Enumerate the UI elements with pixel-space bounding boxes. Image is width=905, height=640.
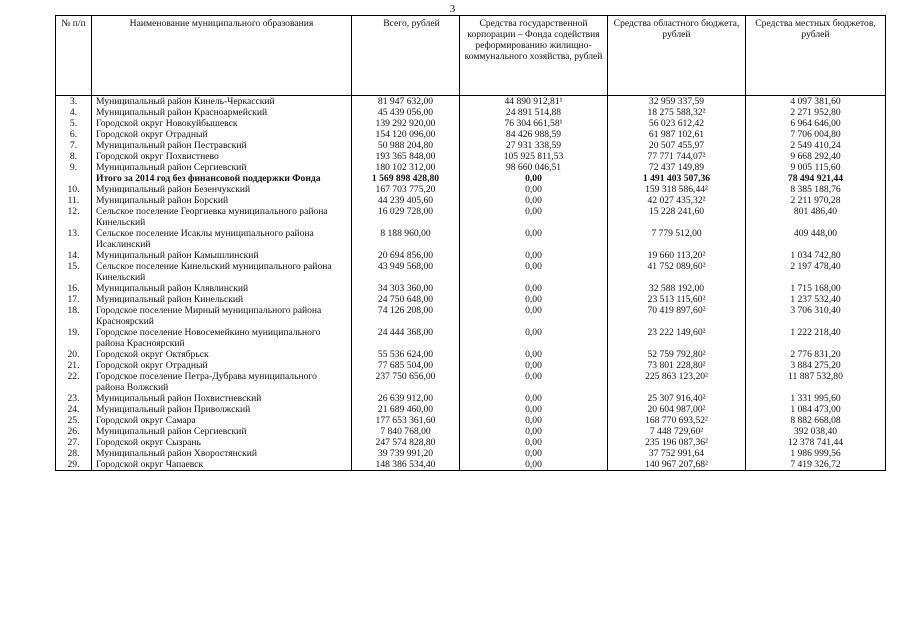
table-row	[56, 206, 886, 228]
table-row	[56, 129, 886, 140]
cell-name: Городское поселение Мирный муниципального района Красноярский	[92, 305, 352, 327]
cell-local: 7 706 004,80	[746, 129, 886, 140]
cell-local: 1 222 218,40	[746, 327, 886, 349]
cell-name: Муниципальный район Камышлинский	[92, 250, 352, 261]
table-row	[56, 228, 886, 250]
cell-name: Городской округ Отрадный	[92, 360, 352, 371]
cell-no: 5.	[56, 118, 92, 129]
cell-total: 1 569 898 428,80	[352, 173, 460, 184]
cell-no: 29.	[56, 459, 92, 471]
table-row	[56, 118, 886, 129]
cell-name: Муниципальный район Сергиевский	[92, 426, 352, 437]
cell-regional: 20 507 455,97	[608, 140, 746, 151]
cell-fund: 0,00	[460, 261, 608, 283]
table-row	[56, 305, 886, 327]
table-row	[56, 327, 886, 349]
cell-total: 77 685 504,00	[352, 360, 460, 371]
cell-name: Сельское поселение Георгиевка муниципального района Кинельский	[92, 206, 352, 228]
cell-no: 19.	[56, 327, 92, 349]
cell-name: Муниципальный район Безенчукский	[92, 184, 352, 195]
cell-fund: 76 304 661,58¹	[460, 118, 608, 129]
cell-local: 1 331 995,60	[746, 393, 886, 404]
cell-no: 7.	[56, 140, 92, 151]
cell-regional: 159 318 586,44²	[608, 184, 746, 195]
cell-fund: 0,00	[460, 360, 608, 371]
table-row	[56, 415, 886, 426]
cell-local: 3 706 310,40	[746, 305, 886, 327]
header-name: Наименование муниципального образования	[92, 16, 352, 96]
cell-fund: 0,00	[460, 349, 608, 360]
cell-local: 801 486,40	[746, 206, 886, 228]
cell-no: 9.	[56, 162, 92, 173]
cell-regional: 19 660 113,20²	[608, 250, 746, 261]
cell-regional: 7 448 729,60²	[608, 426, 746, 437]
cell-local: 9 005 115,60	[746, 162, 886, 173]
cell-local: 2 271 952,80	[746, 107, 886, 118]
cell-local: 11 887 532,80	[746, 371, 886, 393]
cell-fund: 0,00	[460, 305, 608, 327]
cell-no: 22.	[56, 371, 92, 393]
cell-name: Муниципальный район Похвистневский	[92, 393, 352, 404]
cell-fund: 0,00	[460, 327, 608, 349]
cell-fund: 0,00	[460, 173, 608, 184]
table-header-row	[56, 16, 886, 96]
cell-no	[56, 173, 92, 184]
cell-fund: 0,00	[460, 228, 608, 250]
cell-regional: 7 779 512,00	[608, 228, 746, 250]
cell-regional: 168 770 693,52²	[608, 415, 746, 426]
cell-no: 21.	[56, 360, 92, 371]
cell-fund: 0,00	[460, 184, 608, 195]
cell-regional: 72 437 149,89	[608, 162, 746, 173]
table-row	[56, 283, 886, 294]
cell-no: 8.	[56, 151, 92, 162]
cell-total: 8 188 960,00	[352, 228, 460, 250]
cell-name: Итого за 2014 год без финансовой поддержки Фонда	[92, 173, 352, 184]
cell-fund: 0,00	[460, 459, 608, 471]
cell-no: 15.	[56, 261, 92, 283]
cell-no: 16.	[56, 283, 92, 294]
page-number: 3	[449, 3, 456, 15]
cell-total: 50 988 204,80	[352, 140, 460, 151]
cell-no: 3.	[56, 96, 92, 108]
cell-fund: 0,00	[460, 448, 608, 459]
cell-fund: 0,00	[460, 404, 608, 415]
cell-regional: 42 027 435,32²	[608, 195, 746, 206]
total-row	[56, 173, 886, 184]
table-row	[56, 261, 886, 283]
cell-total: 45 439 056,00	[352, 107, 460, 118]
cell-name: Городской округ Октябрьск	[92, 349, 352, 360]
table-row	[56, 250, 886, 261]
cell-total: 139 292 920,00	[352, 118, 460, 129]
cell-total: 43 949 568,00	[352, 261, 460, 283]
table-row	[56, 140, 886, 151]
table-row	[56, 349, 886, 360]
cell-name: Муниципальный район Сергиевский	[92, 162, 352, 173]
cell-no: 27.	[56, 437, 92, 448]
cell-local: 8 385 188,76	[746, 184, 886, 195]
cell-no: 26.	[56, 426, 92, 437]
cell-fund: 0,00	[460, 294, 608, 305]
cell-total: 148 386 534,40	[352, 459, 460, 471]
cell-regional: 235 196 087,36²	[608, 437, 746, 448]
cell-fund: 105 925 811,53	[460, 151, 608, 162]
table-row	[56, 437, 886, 448]
table-row	[56, 404, 886, 415]
cell-name: Сельское поселение Кинельский муниципального района Кинельский	[92, 261, 352, 283]
cell-total: 16 029 728,00	[352, 206, 460, 228]
cell-local: 2 211 970,28	[746, 195, 886, 206]
cell-name: Муниципальный район Пестравский	[92, 140, 352, 151]
cell-name: Городской округ Отрадный	[92, 129, 352, 140]
cell-local: 78 494 921,44	[746, 173, 886, 184]
table-row	[56, 184, 886, 195]
table-row	[56, 162, 886, 173]
table-row	[56, 459, 886, 471]
cell-total: 177 653 361,60	[352, 415, 460, 426]
cell-regional: 23 513 115,60²	[608, 294, 746, 305]
cell-regional: 25 307 916,40²	[608, 393, 746, 404]
cell-local: 2 197 478,40	[746, 261, 886, 283]
cell-no: 6.	[56, 129, 92, 140]
cell-fund: 27 931 338,59	[460, 140, 608, 151]
cell-regional: 41 752 089,60²	[608, 261, 746, 283]
cell-local: 1 986 999,56	[746, 448, 886, 459]
header-no: № п/п	[56, 16, 92, 96]
cell-local: 3 884 275,20	[746, 360, 886, 371]
table-row	[56, 294, 886, 305]
cell-name: Городской округ Самара	[92, 415, 352, 426]
cell-regional: 23 222 149,60²	[608, 327, 746, 349]
cell-fund: 0,00	[460, 426, 608, 437]
cell-regional: 15 228 241,60	[608, 206, 746, 228]
cell-name: Городское поселение Новосемейкино муниципального района Красноярский	[92, 327, 352, 349]
cell-regional: 32 588 192,00	[608, 283, 746, 294]
cell-local: 2 776 831,20	[746, 349, 886, 360]
cell-regional: 56 023 612,42	[608, 118, 746, 129]
cell-local: 1 034 742,80	[746, 250, 886, 261]
table-row	[56, 151, 886, 162]
cell-total: 180 102 312,00	[352, 162, 460, 173]
cell-name: Городской округ Похвистнево	[92, 151, 352, 162]
cell-regional: 1 491 403 507,36	[608, 173, 746, 184]
cell-regional: 77 771 744,07²	[608, 151, 746, 162]
cell-local: 8 882 668,08	[746, 415, 886, 426]
cell-name: Городской округ Новокуйбышевск	[92, 118, 352, 129]
cell-name: Муниципальный район Кинель-Черкасский	[92, 96, 352, 108]
cell-fund: 0,00	[460, 283, 608, 294]
cell-total: 247 574 828,80	[352, 437, 460, 448]
cell-regional: 32 959 337,59	[608, 96, 746, 108]
cell-local: 2 549 410,24	[746, 140, 886, 151]
cell-regional: 20 604 987,00²	[608, 404, 746, 415]
cell-name: Муниципальный район Клявлинский	[92, 283, 352, 294]
header-fund: Средства государственной корпорации – Фонда содействия реформированию жилищно-коммунального хозяйства, рублей	[460, 16, 608, 96]
cell-no: 20.	[56, 349, 92, 360]
cell-no: 10.	[56, 184, 92, 195]
cell-name: Муниципальный район Борский	[92, 195, 352, 206]
cell-fund: 24 891 514,88	[460, 107, 608, 118]
cell-local: 1 084 473,00	[746, 404, 886, 415]
cell-fund: 0,00	[460, 393, 608, 404]
cell-total: 39 739 991,20	[352, 448, 460, 459]
cell-total: 20 694 856,00	[352, 250, 460, 261]
cell-name: Городское поселение Петра-Дубрава муниципального района Волжский	[92, 371, 352, 393]
cell-total: 193 365 848,00	[352, 151, 460, 162]
cell-regional: 18 275 588,32²	[608, 107, 746, 118]
header-regional: Средства областного бюджета, рублей	[608, 16, 746, 96]
cell-local: 409 448,00	[746, 228, 886, 250]
cell-total: 167 703 775,20	[352, 184, 460, 195]
cell-total: 26 639 912,00	[352, 393, 460, 404]
cell-local: 9 668 292,40	[746, 151, 886, 162]
cell-total: 24 750 648,00	[352, 294, 460, 305]
table-row	[56, 195, 886, 206]
cell-no: 18.	[56, 305, 92, 327]
cell-regional: 61 987 102,61	[608, 129, 746, 140]
cell-fund: 98 660 046,51	[460, 162, 608, 173]
table-row	[56, 96, 886, 108]
cell-name: Муниципальный район Кинельский	[92, 294, 352, 305]
cell-total: 44 239 405,60	[352, 195, 460, 206]
cell-regional: 140 967 207,68²	[608, 459, 746, 471]
cell-fund: 0,00	[460, 437, 608, 448]
cell-fund: 0,00	[460, 415, 608, 426]
cell-no: 13.	[56, 228, 92, 250]
cell-no: 12.	[56, 206, 92, 228]
cell-no: 25.	[56, 415, 92, 426]
cell-fund: 44 890 912,81¹	[460, 96, 608, 108]
table-row	[56, 371, 886, 393]
cell-total: 237 750 656,00	[352, 371, 460, 393]
cell-local: 4 097 381,60	[746, 96, 886, 108]
table-row	[56, 360, 886, 371]
table-row	[56, 448, 886, 459]
cell-no: 11.	[56, 195, 92, 206]
cell-name: Муниципальный район Красноармейский	[92, 107, 352, 118]
cell-regional: 70 419 897,60²	[608, 305, 746, 327]
cell-regional: 52 759 792,80²	[608, 349, 746, 360]
cell-total: 74 126 208,00	[352, 305, 460, 327]
cell-local: 12 378 741,44	[746, 437, 886, 448]
cell-fund: 0,00	[460, 250, 608, 261]
cell-total: 81 947 632,00	[352, 96, 460, 108]
cell-local: 1 715 168,00	[746, 283, 886, 294]
table-row	[56, 393, 886, 404]
cell-fund: 84 426 988,59	[460, 129, 608, 140]
cell-fund: 0,00	[460, 206, 608, 228]
cell-total: 154 120 096,00	[352, 129, 460, 140]
cell-fund: 0,00	[460, 371, 608, 393]
header-total: Всего, рублей	[352, 16, 460, 96]
cell-no: 4.	[56, 107, 92, 118]
cell-no: 28.	[56, 448, 92, 459]
cell-name: Сельское поселение Исаклы муниципального района Исаклинский	[92, 228, 352, 250]
cell-local: 392 038,40	[746, 426, 886, 437]
cell-total: 34 303 360,00	[352, 283, 460, 294]
cell-name: Городской округ Чапаевск	[92, 459, 352, 471]
cell-total: 21 689 460,00	[352, 404, 460, 415]
cell-local: 1 237 532,40	[746, 294, 886, 305]
cell-total: 55 536 624,00	[352, 349, 460, 360]
header-local: Средства местных бюджетов, рублей	[746, 16, 886, 96]
cell-no: 23.	[56, 393, 92, 404]
cell-regional: 37 752 991,64	[608, 448, 746, 459]
cell-no: 17.	[56, 294, 92, 305]
cell-name: Городской округ Сызрань	[92, 437, 352, 448]
cell-fund: 0,00	[460, 195, 608, 206]
cell-local: 7 419 326,72	[746, 459, 886, 471]
cell-no: 24.	[56, 404, 92, 415]
cell-total: 7 840 768,00	[352, 426, 460, 437]
cell-name: Муниципальный район Хворостянский	[92, 448, 352, 459]
cell-name: Муниципальный район Приволжский	[92, 404, 352, 415]
cell-regional: 73 801 228,80²	[608, 360, 746, 371]
cell-local: 6 964 646,00	[746, 118, 886, 129]
cell-total: 24 444 368,00	[352, 327, 460, 349]
table-row	[56, 426, 886, 437]
cell-no: 14.	[56, 250, 92, 261]
cell-regional: 225 863 123,20²	[608, 371, 746, 393]
funding-table	[55, 15, 886, 471]
table-row	[56, 107, 886, 118]
